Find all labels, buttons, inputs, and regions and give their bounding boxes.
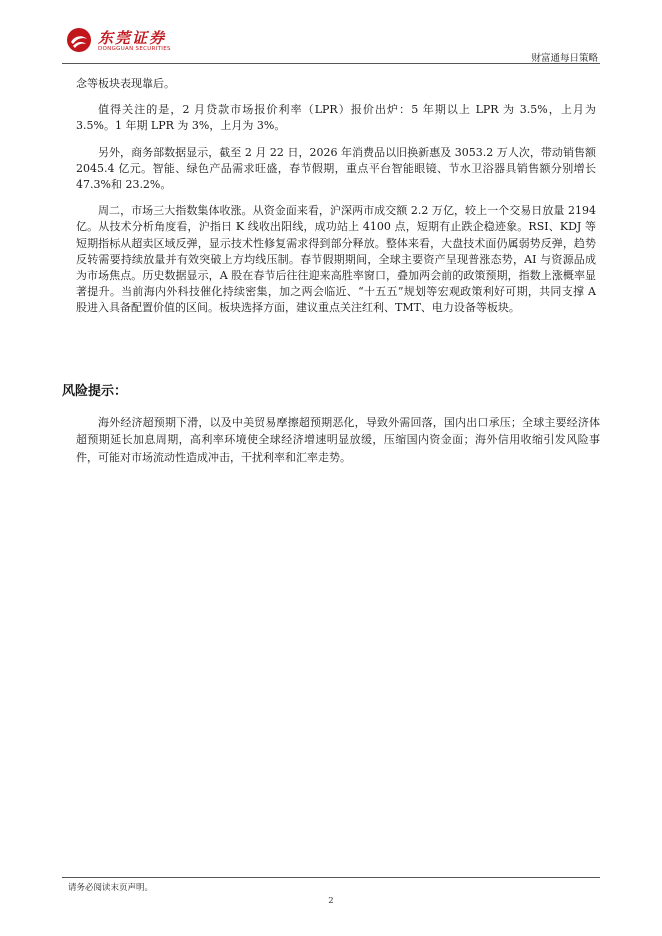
paragraph-market-outlook: 周二，市场三大指数集体收涨。从资金面来看，沪深两市成交额 2.2 万亿，较上一个交易日放量 2194 亿。从技术分析角度看，沪指日 K 线收出阳线，成功站上 4100 点，短期有止跌企稳迹象。RSI、KDJ 等短期指标从超卖区域反弹，显示技术性修复需求得到部分释放。整体来看，大盘技术面仍属弱势反弹，趋势反转需要持续放量并有效突破上方均线压制。春节假期期间，全球主要资产呈现普涨态势，AI 与资源品成为市场焦点。历史数据显示，A 股在春节后往往迎来高胜率窗口，叠加两会前的政策预期，指数上涨概率显著提升。当前海内外科技催化持续密集，加之两会临近、“十五五”规划等宏观政策利好可期，共同支撑 A 股进入具备配置价值的区间。板块选择方面，建议重点关注红利、TMT、电力设备等板块。 (76, 204, 596, 315)
risk-paragraph: 海外经济超预期下滑，以及中美贸易摩擦超预期恶化，导致外需回落，国内出口承压；全球主要经济体超预期延长加息周期，高利率环境使全球经济增速明显放缓，压缩国内资金面；海外信用收缩引发风险事件，可能对市场流动性造成冲击，干扰利率和汇率走势。 (76, 416, 600, 464)
header-divider (62, 63, 600, 64)
logo-chinese-name: 东莞证券 (98, 29, 167, 47)
page-number: 2 (328, 896, 334, 906)
risk-content (76, 414, 600, 476)
footer-disclaimer: 请务必阅读末页声明。 (68, 883, 154, 893)
risk-section-title: 风险提示： (62, 384, 128, 399)
report-title: 财富通每日策略 (531, 53, 598, 64)
paragraph-lpr: 值得关注的是，2 月贷款市场报价利率（LPR）报价出炉：5 年期以上 LPR 为 3.5%，上月为 3.5%。1 年期 LPR 为 3%，上月为 3%。 (76, 103, 596, 133)
footer-divider (62, 877, 600, 878)
company-logo (66, 24, 206, 58)
logo-english-name: DONGGUAN SECURITIES (98, 46, 171, 52)
paragraph-continuation: 念等板块表现靠后。 (76, 77, 175, 90)
dongguan-logo-icon (66, 27, 92, 53)
body-content (76, 76, 596, 327)
paragraph-consumption: 另外，商务部数据显示，截至 2 月 22 日，2026 年消费品以旧换新惠及 3053.2 万人次，带动销售额 2045.4 亿元。智能、绿色产品需求旺盛，春节假期，重点平台智能眼镜、节水卫浴器具销售额分别增长 47.3%和 23.2%。 (76, 145, 596, 192)
page-header (62, 20, 600, 64)
